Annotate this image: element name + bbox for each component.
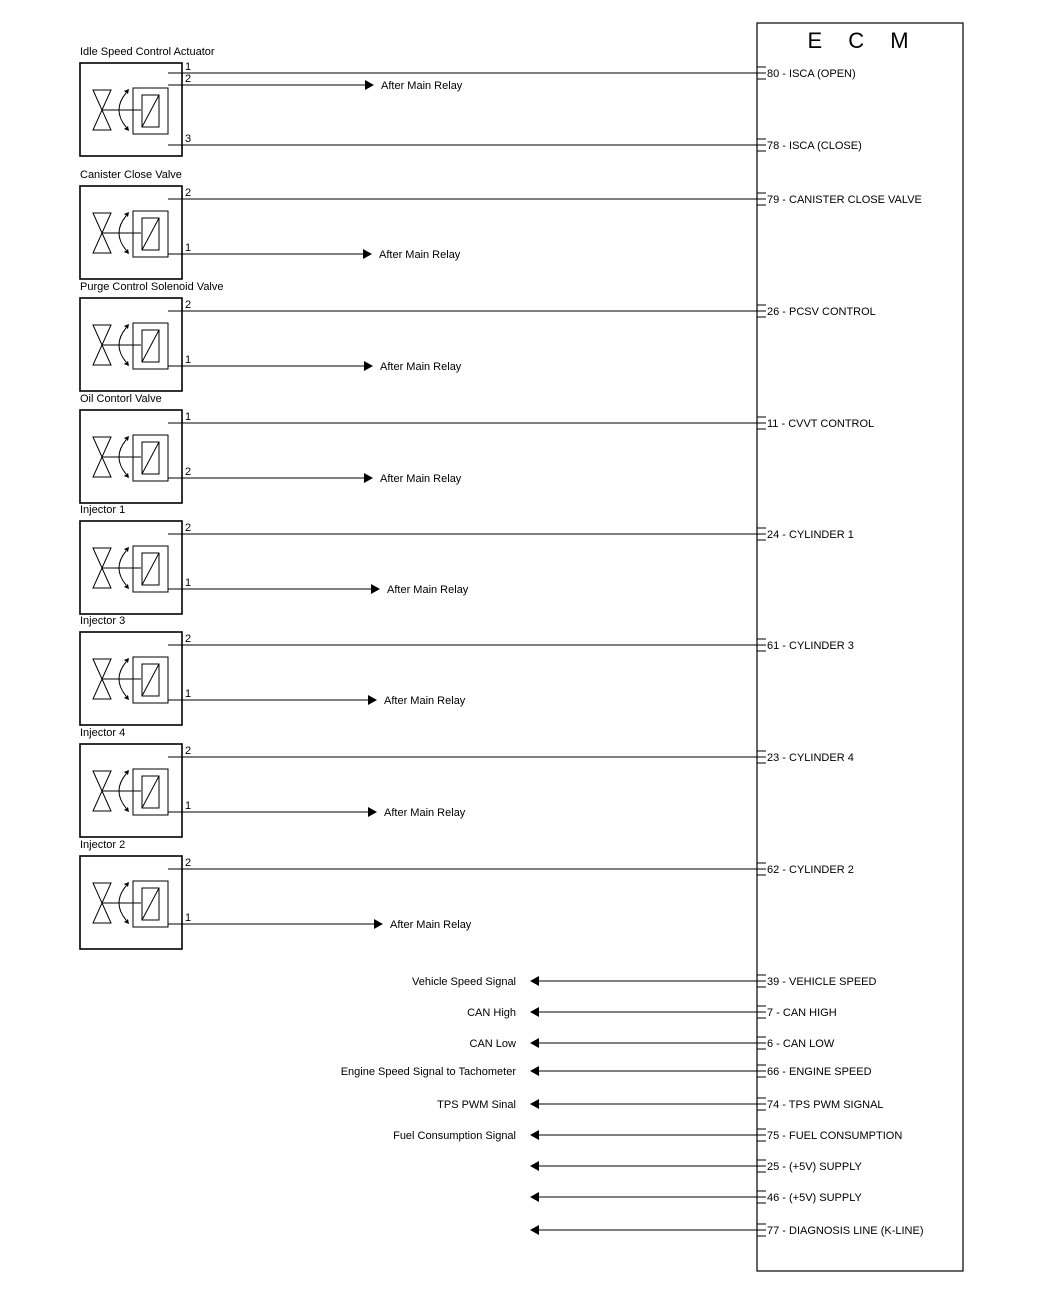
output-signal bbox=[412, 975, 876, 988]
component-group bbox=[80, 46, 862, 156]
pin-wire bbox=[168, 242, 461, 261]
pin-number: 1 bbox=[185, 800, 192, 812]
signal-label: CAN High bbox=[467, 1007, 516, 1019]
component-group bbox=[80, 727, 854, 837]
arrow-right-icon bbox=[371, 584, 380, 594]
arrow-left-icon bbox=[530, 1066, 539, 1076]
pin-wire bbox=[168, 745, 854, 764]
ecm-pin-label: 75 - FUEL CONSUMPTION bbox=[767, 1130, 903, 1142]
output-signal bbox=[470, 1037, 835, 1050]
component-group bbox=[80, 839, 854, 949]
ecm-pin-label: 26 - PCSV CONTROL bbox=[767, 306, 876, 318]
pin-number: 2 bbox=[185, 73, 192, 85]
pin-number: 1 bbox=[185, 912, 192, 924]
pin-number: 2 bbox=[185, 187, 192, 199]
relay-label: After Main Relay bbox=[381, 80, 463, 92]
output-signals bbox=[341, 975, 924, 1237]
pin-wire bbox=[168, 577, 469, 596]
pin-number: 1 bbox=[185, 688, 192, 700]
pin-number: 1 bbox=[185, 411, 192, 423]
relay-label: After Main Relay bbox=[384, 695, 466, 707]
pin-wire bbox=[168, 61, 856, 80]
ecm-pin-label: 62 - CYLINDER 2 bbox=[767, 864, 854, 876]
relay-label: After Main Relay bbox=[379, 249, 461, 261]
output-signal bbox=[393, 1129, 902, 1142]
component-label: Injector 3 bbox=[80, 615, 126, 627]
arrow-right-icon bbox=[364, 361, 373, 371]
ecm-pin-label: 66 - ENGINE SPEED bbox=[767, 1066, 872, 1078]
pin-wire bbox=[168, 133, 862, 152]
ecm-pin-label: 78 - ISCA (CLOSE) bbox=[767, 140, 862, 152]
ecm-pin-label: 80 - ISCA (OPEN) bbox=[767, 68, 856, 80]
relay-label: After Main Relay bbox=[380, 473, 462, 485]
output-signal bbox=[467, 1006, 837, 1019]
pin-wire bbox=[168, 299, 876, 318]
arrow-right-icon bbox=[365, 80, 374, 90]
pin-wire bbox=[168, 522, 854, 541]
relay-label: After Main Relay bbox=[380, 361, 462, 373]
arrow-left-icon bbox=[530, 976, 539, 986]
component-group bbox=[80, 393, 874, 503]
components bbox=[80, 46, 922, 949]
output-signal bbox=[341, 1065, 872, 1078]
signal-label: Fuel Consumption Signal bbox=[393, 1130, 516, 1142]
arrow-right-icon bbox=[368, 695, 377, 705]
arrow-left-icon bbox=[530, 1099, 539, 1109]
output-signal bbox=[530, 1224, 923, 1237]
ecm-pin-label: 74 - TPS PWM SIGNAL bbox=[767, 1099, 884, 1111]
pin-number: 2 bbox=[185, 633, 192, 645]
ecm-pin-label: 77 - DIAGNOSIS LINE (K-LINE) bbox=[767, 1225, 924, 1237]
signal-label: Engine Speed Signal to Tachometer bbox=[340, 1066, 516, 1078]
pin-wire bbox=[168, 857, 854, 876]
ecm-title: E C M bbox=[807, 28, 919, 53]
pin-number: 2 bbox=[185, 522, 192, 534]
ecm-pin-label: 24 - CYLINDER 1 bbox=[767, 529, 854, 541]
ecm-pin-label: 23 - CYLINDER 4 bbox=[767, 752, 854, 764]
component-label: Purge Control Solenoid Valve bbox=[80, 281, 224, 293]
signal-label: CAN Low bbox=[469, 1038, 516, 1050]
ecm-pin-label: 11 - CVVT CONTROL bbox=[767, 418, 875, 430]
signal-label: Vehicle Speed Signal bbox=[412, 976, 516, 988]
pin-wire bbox=[168, 633, 854, 652]
component-label: Injector 2 bbox=[80, 839, 126, 851]
arrow-right-icon bbox=[368, 807, 377, 817]
pin-number: 1 bbox=[185, 354, 192, 366]
pin-number: 1 bbox=[185, 61, 192, 73]
pin-wire bbox=[168, 411, 874, 430]
pin-wire bbox=[168, 912, 472, 931]
arrow-left-icon bbox=[530, 1225, 539, 1235]
arrow-left-icon bbox=[530, 1192, 539, 1202]
relay-label: After Main Relay bbox=[387, 584, 469, 596]
ecm-pin-label: 7 - CAN HIGH bbox=[767, 1007, 837, 1019]
arrow-right-icon bbox=[374, 919, 383, 929]
component-label: Injector 4 bbox=[80, 727, 126, 739]
arrow-left-icon bbox=[530, 1038, 539, 1048]
component-label: Idle Speed Control Actuator bbox=[80, 46, 215, 58]
pin-wire bbox=[168, 466, 462, 485]
component-label: Oil Contorl Valve bbox=[80, 393, 162, 405]
component-label: Canister Close Valve bbox=[80, 169, 182, 181]
ecm-pin-label: 25 - (+5V) SUPPLY bbox=[767, 1161, 862, 1173]
relay-label: After Main Relay bbox=[384, 807, 466, 819]
output-signal bbox=[437, 1098, 883, 1111]
ecm-pin-label: 46 - (+5V) SUPPLY bbox=[767, 1192, 862, 1204]
output-signal bbox=[530, 1160, 863, 1173]
pin-wire bbox=[168, 800, 466, 819]
component-group bbox=[80, 615, 854, 725]
relay-label: After Main Relay bbox=[390, 919, 472, 931]
arrow-left-icon bbox=[530, 1007, 539, 1017]
pin-number: 2 bbox=[185, 857, 192, 869]
pin-wire bbox=[168, 73, 463, 92]
signal-label: TPS PWM Sinal bbox=[437, 1099, 516, 1111]
arrow-left-icon bbox=[530, 1161, 539, 1171]
ecm-pin-label: 79 - CANISTER CLOSE VALVE bbox=[767, 194, 922, 206]
pin-number: 1 bbox=[185, 577, 192, 589]
pin-number: 1 bbox=[185, 242, 192, 254]
pin-wire bbox=[168, 187, 922, 206]
arrow-right-icon bbox=[364, 473, 373, 483]
ecm-pin-label: 61 - CYLINDER 3 bbox=[767, 640, 854, 652]
component-group bbox=[80, 169, 922, 279]
component-group bbox=[80, 504, 854, 614]
output-signal bbox=[530, 1191, 863, 1204]
pin-wire bbox=[168, 688, 466, 707]
pin-number: 2 bbox=[185, 466, 192, 478]
pin-wire bbox=[168, 354, 462, 373]
pin-number: 2 bbox=[185, 745, 192, 757]
ecm-pin-label: 6 - CAN LOW bbox=[767, 1038, 835, 1050]
pin-number: 2 bbox=[185, 299, 192, 311]
arrow-right-icon bbox=[363, 249, 372, 259]
ecm-pin-label: 39 - VEHICLE SPEED bbox=[767, 976, 877, 988]
pin-number: 3 bbox=[185, 133, 192, 145]
arrow-left-icon bbox=[530, 1130, 539, 1140]
component-label: Injector 1 bbox=[80, 504, 126, 516]
